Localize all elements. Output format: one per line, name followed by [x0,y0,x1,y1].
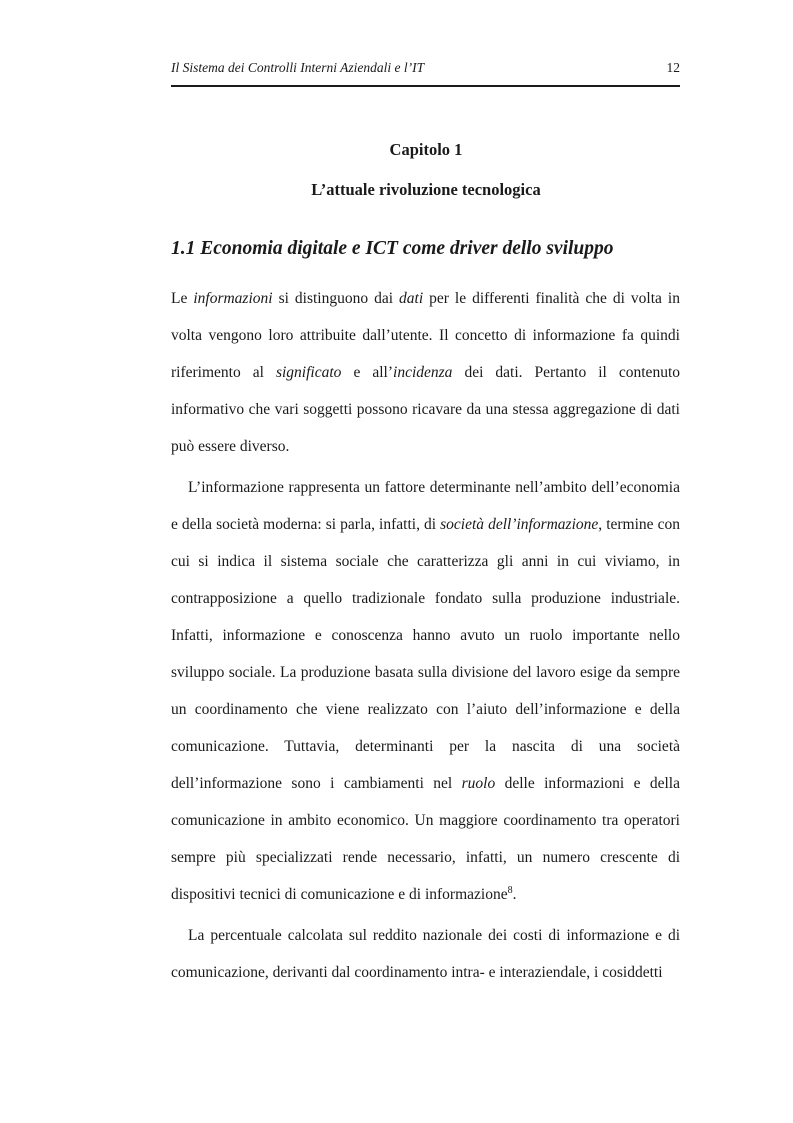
text-run: si distinguono dai [272,290,400,307]
body-text [171,280,680,995]
running-title: Il Sistema dei Controlli Interni Aziendali e l’IT [171,60,425,75]
paragraph-2 [171,469,680,913]
text-run: La percentuale calcolata sul reddito nazionale dei costi di informazione e di comunicazione, derivanti dal coordinamento intra- e interaziendale, i cosiddetti [171,927,680,981]
text-run: . [512,886,517,903]
paragraph-3 [171,917,680,991]
text-run: , termine con cui si indica il sistema sociale che caratterizza gli anni in cui viviamo, in contrapposizione a quello tradizionale fondato sulla produzione industriale. Infatti, informazione e conoscenza hanno avuto un ruolo importante nello sviluppo sociale. La produzione basata sulla divisione del lavoro esige da sempre un coordinamento che viene realizzato con l’aiuto dell’informazione e della comunicazione. Tuttavia, determinanti per la nascita di una società dell’informazione sono i cambiamenti nel [171,516,680,792]
section-heading: 1.1 Economia digitale e ICT come driver dello sviluppo [171,238,614,259]
text-run: delle informazioni e della comunicazione in ambito economico. Un maggiore coordinamento tra operatori sempre più specializzati rende necessario, infatti, un numero crescente di dispositivi tecnici di comunicazione e di informazione [171,775,680,903]
emphasis-term: incidenza [393,364,453,381]
header-divider [171,85,680,87]
emphasis-term: dati [399,290,424,307]
emphasis-term: ruolo [461,775,496,792]
emphasis-term: società dell’informazione [440,516,599,533]
emphasis-term: significato [275,364,342,381]
paragraph-1 [171,280,680,465]
text-run: Le [171,290,194,307]
running-header [171,60,680,78]
chapter-title: L’attuale rivoluzione tecnologica [311,180,541,199]
text-run: dei dati. Pertanto il contenuto informativo che vari soggetti possono ricavare da una stessa aggregazione di dati può essere diverso. [171,364,680,455]
footnote-reference[interactable]: 8 [507,884,513,896]
text-run: L’informazione rappresenta un fattore determinante nell’ambito dell’economia e della società moderna: si parla, infatti, di [171,479,680,533]
chapter-number: Capitolo 1 [389,140,463,159]
page-number: 12 [666,60,680,75]
emphasis-term: informazioni [193,290,273,307]
text-run: per le differenti finalità che di volta in volta vengono loro attribuite dall’utente. Il concetto di informazione fa quindi riferimento al [171,290,680,381]
text-run: e all’ [341,364,394,381]
